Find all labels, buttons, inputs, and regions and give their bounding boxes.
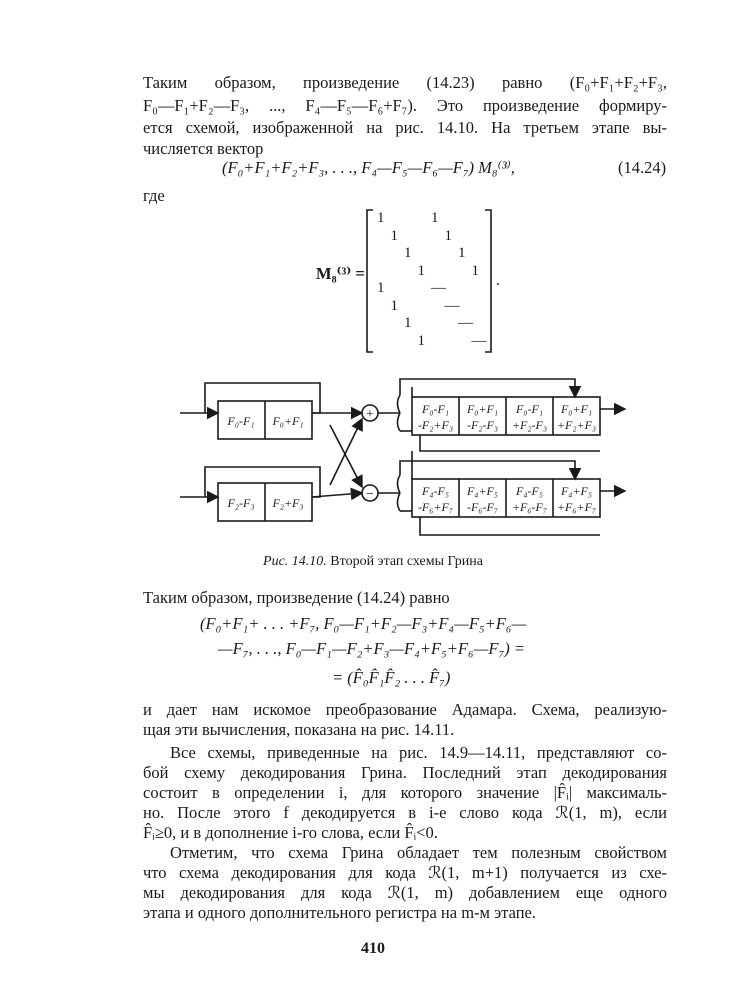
- caption-text: Второй этап схемы Грина: [330, 554, 483, 569]
- matrix-entry: —: [444, 297, 460, 314]
- register-cell-label: +F₂+F₃: [556, 418, 597, 432]
- matrix-entry: 1: [404, 315, 412, 331]
- matrix-m8-3: [365, 208, 493, 354]
- text-line: но. После этого f декодируется в i-е слово кода ℛ(1, m), если: [143, 803, 667, 822]
- text-line: Таким образом, произведение (14.23) равно (F₀+F₁+F₂+F₃,: [143, 73, 667, 92]
- caption-number: Рис. 14.10.: [263, 554, 327, 569]
- matrix-entry: 1: [377, 280, 385, 296]
- matrix-entry: 1: [417, 262, 425, 279]
- matrix-entry: —: [431, 280, 446, 296]
- register-cell-label: +F₂-F₃: [511, 418, 548, 432]
- register-cell-label: -F₆+F₇: [417, 500, 454, 514]
- matrix-entry: 1: [471, 262, 479, 279]
- register-cell-label: F₀-F₁: [516, 402, 543, 416]
- matrix-period: .: [496, 272, 500, 289]
- register-cell-label: F₄+F₅: [466, 484, 499, 498]
- text-line: и дает нам искомое преобразование Адамара. Схема, реализую-: [143, 700, 667, 719]
- text-line: щая эти вычисления, показана на рис. 14.11.: [143, 720, 455, 739]
- matrix-entry: 1: [390, 227, 398, 244]
- matrix-entry: 1: [377, 210, 385, 226]
- equation-line: (F₀+F₁+ . . . +F₇, F₀—F₁+F₂—F₃+F₄—F₅+F₆—: [200, 614, 527, 633]
- matrix-entry: —: [471, 332, 487, 349]
- register-cell-label: F₄+F₅: [560, 484, 593, 498]
- text-line: этапа и одного дополнительного регистра на m-м этапе.: [143, 903, 536, 922]
- page-number: 410: [361, 940, 385, 957]
- register-cell-label: F₂-F₃: [227, 496, 255, 510]
- matrix-entry: 1: [431, 210, 439, 226]
- register-cell-label: F₂+F₃: [272, 496, 304, 510]
- text-line: F̂ᵢ≥0, и в дополнение i-го слова, если F̂ᵢ<0.: [143, 823, 438, 842]
- text-line: что схема декодирования для кода ℛ(1, m+1) получается из схе-: [143, 863, 667, 882]
- plus-sign: +: [366, 407, 374, 422]
- matrix-entry: 1: [444, 227, 452, 244]
- register-cell-label: -F₂-F₃: [467, 418, 498, 432]
- text-line: Таким образом, произведение (14.24) равно: [143, 588, 450, 607]
- text-line: ется схемой, изображенной на рис. 14.10. На третьем этапе вы-: [143, 118, 667, 137]
- register-cell-label: F₀+F₁: [466, 402, 499, 416]
- matrix-entry: 1: [417, 332, 425, 349]
- text-line: F₀—F₁+F₂—F₃, ..., F₄—F₅—F₆+F₇). Это произведение формиру-: [143, 96, 667, 115]
- register-cell-label: F₄-F₅: [422, 484, 449, 498]
- text-line: мы декодирования для кода ℛ(1, m) добавлением еще одного: [143, 883, 667, 902]
- register-cell-label: F₀+F₁: [272, 414, 304, 428]
- register-cell-label: F₀+F₁: [560, 402, 593, 416]
- text-line: числяется вектор: [143, 139, 264, 158]
- equation-line: = (F̂₀F̂₁F̂₂ . . . F̂₇): [332, 668, 451, 687]
- text-line: бой схему декодирования Грина. Последний этап декодирования: [143, 763, 667, 782]
- matrix-entry: 1: [390, 297, 398, 314]
- text-line: где: [143, 186, 165, 205]
- equation-14-24: (F₀+F₁+F₂+F₃, . . ., F₄—F₅—F₆—F₇) M₈⁽³⁾,: [222, 158, 515, 177]
- equation-number: (14.24): [618, 158, 667, 177]
- figure-caption: [0, 554, 746, 570]
- equation-line: —F₇, . . ., F₀—F₁—F₂+F₃—F₄+F₅+F₆—F₇) =: [218, 639, 525, 658]
- text-line: состоит в определении i, для которого значение |F̂ᵢ| максималь-: [143, 783, 667, 802]
- matrix-entry: 1: [458, 245, 466, 261]
- register-cell-label: +F₆+F₇: [556, 500, 597, 514]
- figure-14-10: [0, 365, 746, 555]
- matrix-label: M₈⁽³⁾ =: [316, 264, 365, 283]
- register-cell-label: F₄-F₅: [516, 484, 543, 498]
- matrix-entry: 1: [404, 245, 412, 261]
- register-cell-label: -F₆-F₇: [467, 500, 498, 514]
- register-cell-label: F₀-F₁: [422, 402, 449, 416]
- matrix-entry: —: [458, 315, 473, 331]
- minus-sign: −: [366, 487, 374, 502]
- text-line: Отметим, что схема Грина обладает тем полезным свойством: [170, 843, 667, 862]
- register-cell-label: -F₂+F₃: [417, 418, 454, 432]
- register-cell-label: +F₆-F₇: [511, 500, 548, 514]
- text-line: Все схемы, приведенные на рис. 14.9—14.11, представляют со-: [170, 743, 667, 762]
- register-cell-label: F₀-F₁: [227, 414, 255, 428]
